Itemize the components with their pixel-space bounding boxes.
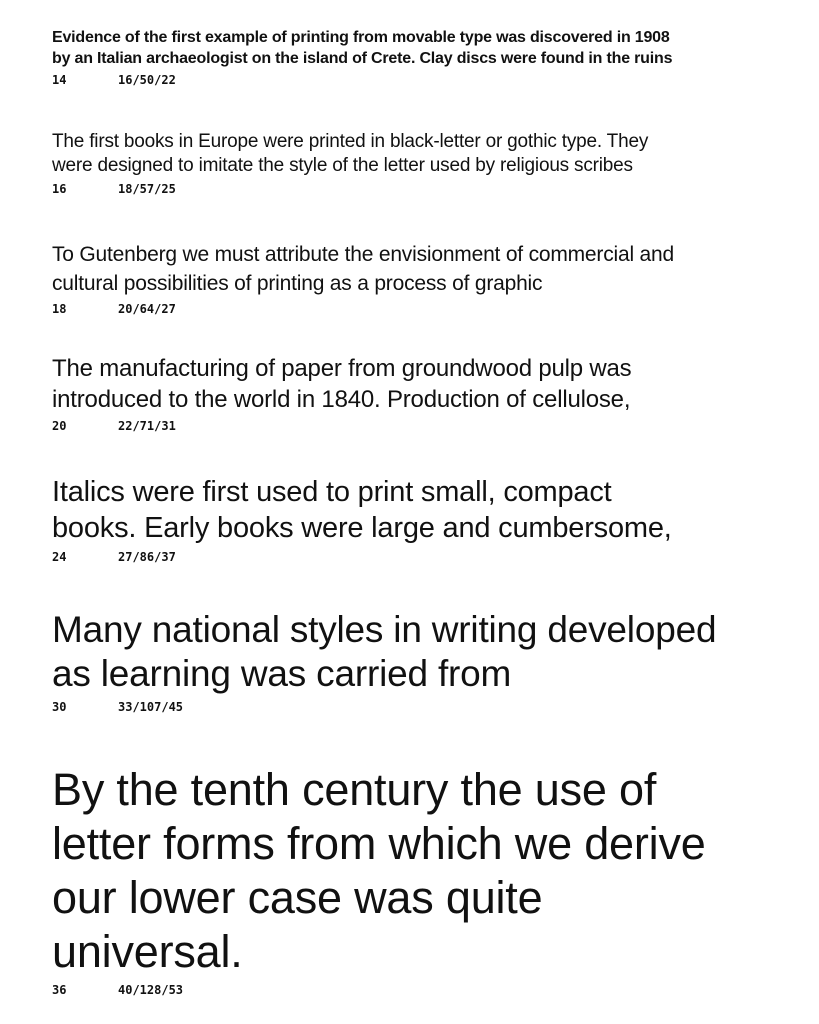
sample-spec (52, 182, 782, 196)
type-sample-20 (52, 353, 782, 433)
point-size: 16 (52, 182, 67, 196)
spec-details: 20/64/27 (118, 302, 176, 316)
point-size: 30 (52, 700, 67, 714)
type-sample-18 (52, 240, 782, 316)
sample-text: The first books in Europe were printed in black-letter or gothic type. They were designed to imitate the style of the letter used by religious scribes (52, 131, 649, 176)
spec-details: 40/128/53 (118, 983, 184, 997)
sample-text: Evidence of the first example of printing from movable type was discovered in 1908 by an Italian archaeologist on the island of Crete. Clay discs were found in the ruins (52, 29, 673, 67)
sample-spec (52, 302, 782, 316)
sample-text: Many national styles in writing developed as learning was carried from (52, 609, 717, 694)
sample-text: By the tenth century the use of letter forms from which we derive our lower case was quite universal. (52, 764, 706, 977)
spec-details: 16/50/22 (118, 73, 176, 87)
type-sample-24 (52, 474, 782, 564)
spec-details: 22/71/31 (118, 419, 176, 433)
sample-spec (52, 73, 782, 87)
point-size: 20 (52, 419, 67, 433)
point-size: 14 (52, 73, 67, 87)
sample-spec (52, 419, 782, 433)
sample-text: Italics were first used to print small, compact books. Early books were large and cumbersome, (52, 476, 672, 544)
type-sample-16 (52, 130, 782, 196)
sample-spec (52, 550, 782, 564)
type-sample-14 (52, 27, 782, 87)
spec-details: 33/107/45 (118, 700, 184, 714)
sample-text: To Gutenberg we must attribute the envisionment of commercial and cultural possibilities of printing as a process of graphic (52, 243, 674, 295)
spec-details: 18/57/25 (118, 182, 176, 196)
type-sample-36 (52, 763, 782, 997)
sample-text: The manufacturing of paper from groundwood pulp was introduced to the world in 1840. Production of cellulose, (52, 355, 632, 413)
point-size: 24 (52, 550, 67, 564)
point-size: 18 (52, 302, 67, 316)
spec-details: 27/86/37 (118, 550, 176, 564)
type-sample-30 (52, 608, 782, 714)
point-size: 36 (52, 983, 67, 997)
sample-spec (52, 700, 782, 714)
sample-spec (52, 983, 782, 997)
